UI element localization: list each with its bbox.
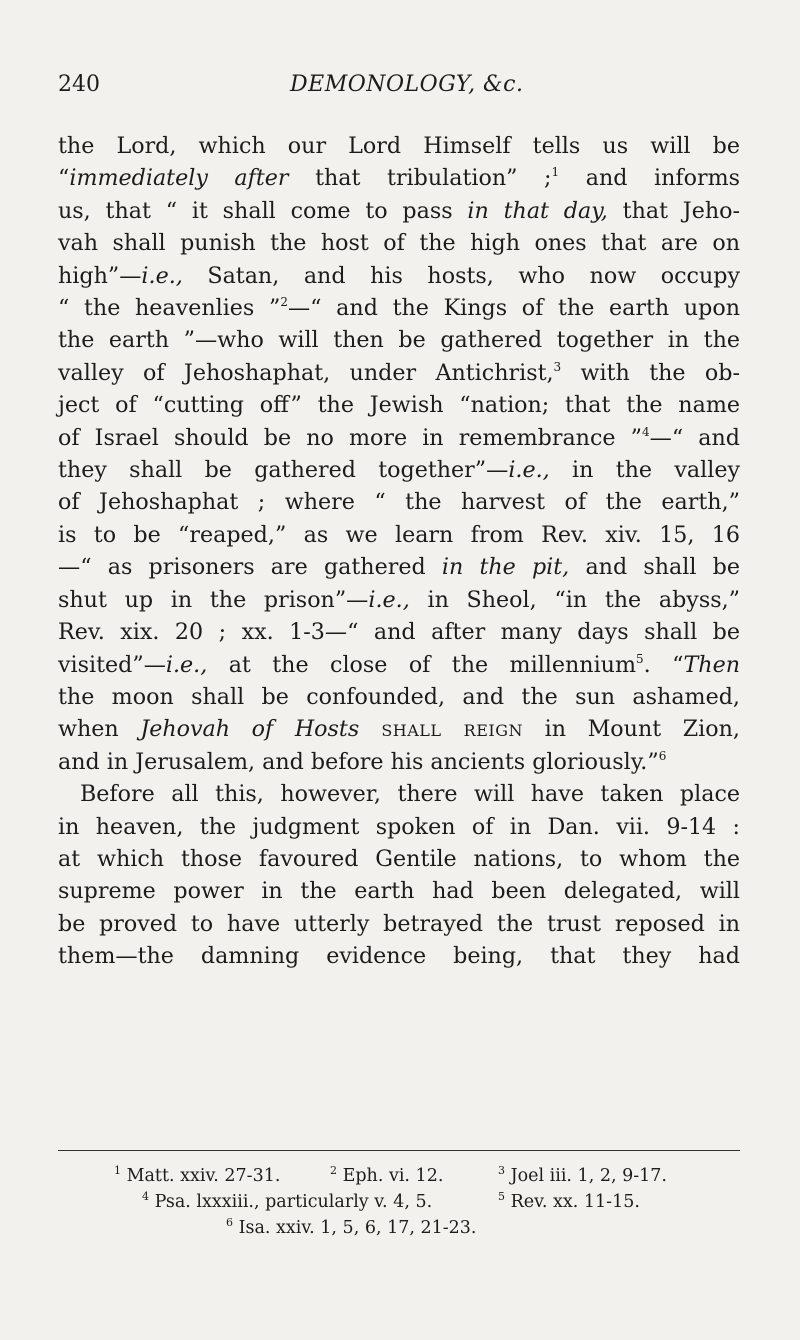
- text-line: Before all this, however, there will have taken place: [80, 781, 740, 808]
- text-line: valley of Jehoshaphat, under Antichrist,$^3$ with the ob-: [58, 359, 740, 386]
- text-line: supreme power in the earth had been delegated, will: [58, 878, 740, 905]
- footnote-ref: 4: [642, 424, 650, 439]
- footnote-2: $^2$ Eph. vi. 12.: [330, 1164, 444, 1186]
- footnote-5: $^5$ Rev. xx. 11-15.: [498, 1190, 640, 1212]
- text-line: of Jehoshaphat ; where “ the harvest of the earth,”: [58, 489, 740, 516]
- text-line: the moon shall be confounded, and the sun ashamed,: [58, 683, 740, 710]
- text-line: when Jehovah of Hosts shall reign in Mount Zion,: [58, 716, 740, 743]
- text-line: “ the heavenlies ”$^2$—“ and the Kings of the earth upon: [58, 295, 740, 322]
- text-line: visited”—i.e., at the close of the millennium$^5$. “Then: [58, 651, 740, 678]
- footnote-ref: 1: [551, 165, 560, 180]
- text-line: them—the damning evidence being, that they had: [58, 943, 740, 970]
- text-line: Rev. xix. 20 ; xx. 1-3—“ and after many days shall be: [58, 619, 740, 646]
- footnote-divider: [58, 1150, 740, 1151]
- text-line: in heaven, the judgment spoken of in Dan. vii. 9-14 :: [58, 813, 740, 840]
- footnote-ref: 3: [553, 359, 562, 374]
- page-number: 240: [58, 72, 100, 97]
- footnote-1: $^1$ Matt. xxiv. 27-31.: [114, 1164, 281, 1186]
- text-line: shut up in the prison”—i.e., in Sheol, “in the abyss,”: [58, 586, 740, 613]
- text-line: of Israel should be no more in remembrance ”$^4$—“ and: [58, 424, 741, 451]
- main-text: [58, 130, 740, 973]
- footnote-4: $^4$ Psa. lxxxiii., particularly v. 4, 5.: [142, 1190, 433, 1212]
- text-line: vah shall punish the host of the high ones that are on: [58, 230, 740, 257]
- text-line: is to be “reaped,” as we learn from Rev. xiv. 15, 16: [58, 521, 740, 548]
- text-line: they shall be gathered together”—i.e., in the valley: [58, 457, 740, 484]
- text-line: high”—i.e., Satan, and his hosts, who now occupy: [58, 262, 740, 289]
- text-line: —“ as prisoners are gathered in the pit, and shall be: [58, 554, 740, 581]
- running-header: [58, 72, 738, 106]
- text-line: the earth ”—who will then be gathered together in the: [58, 327, 740, 354]
- text-line: “immediately after that tribulation” ;$^1$ and informs: [58, 165, 741, 192]
- footnote-3: $^3$ Joel iii. 1, 2, 9-17.: [498, 1164, 667, 1186]
- text-line: ject of “cutting off” the Jewish “nation; that the name: [58, 392, 740, 419]
- footnote-ref: 2: [280, 295, 288, 310]
- running-title: DEMONOLOGY, &c.: [290, 72, 524, 97]
- text-line: us, that “ it shall come to pass in that day, that Jeho-: [58, 197, 740, 224]
- footnote-6: $^6$ Isa. xxiv. 1, 5, 6, 17, 21-23.: [226, 1216, 477, 1238]
- footnote-ref: 6: [658, 748, 667, 763]
- text-line: the Lord, which our Lord Himself tells us will be: [58, 133, 740, 159]
- text-line: at which those favoured Gentile nations, to whom the: [58, 845, 740, 872]
- footnote-ref: 5: [636, 651, 644, 666]
- text-line: and in Jerusalem, and before his ancients gloriously.”$^6$: [58, 748, 667, 775]
- text-line: be proved to have utterly betrayed the trust reposed in: [58, 910, 740, 937]
